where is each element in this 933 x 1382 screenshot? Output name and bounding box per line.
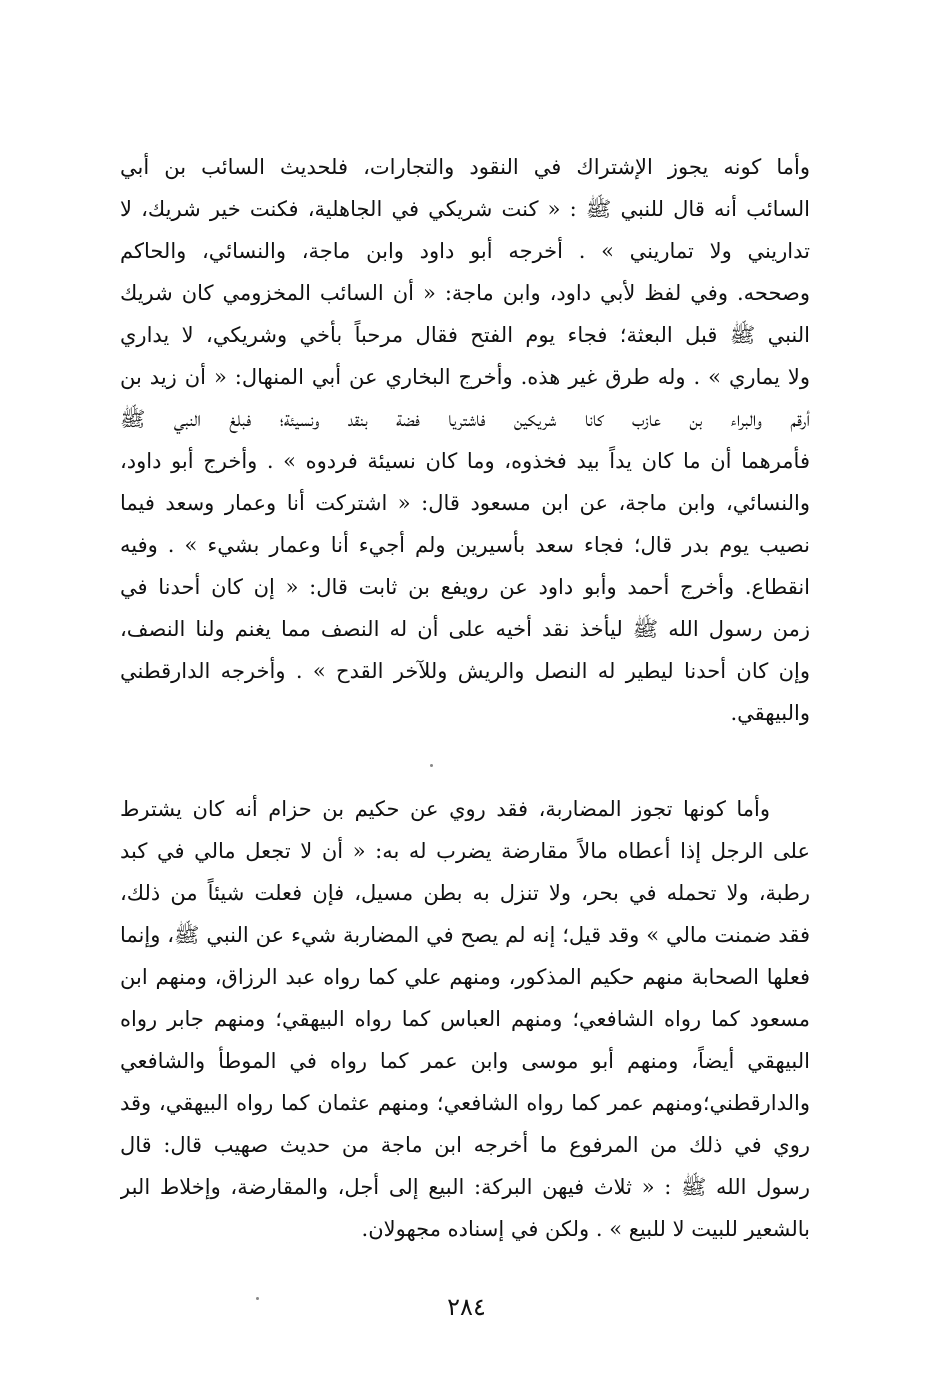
scan-speck [256, 1297, 259, 1300]
text-line: تداريني ولا تماريني » . أخرجه أبو داود وابن ماجة، والنسائي، والحاكم [120, 239, 810, 263]
text-line: والنسائي، وابن ماجة، عن ابن مسعود قال: « اشتركت أنا وعمار وسعد فيما [120, 491, 810, 515]
text-line: وأما كونه يجوز الإشتراك في النقود والتجارات، فلحديث السائب بن أبي [120, 155, 810, 179]
text-line: فقد ضمنت مالي » وقد قيل؛ إنه لم يصح في المضاربة شيء عن النبي ﷺ، وإنما [120, 923, 810, 947]
text-line: رسول الله ﷺ : « ثلاث فيهن البركة: البيع إلى أجل، والمقارضة، وإخلاط البر [120, 1175, 810, 1199]
text-line: فأمرهما أن ما كان يداً بيد فخذوه، وما كان نسيئة فردوه » . وأخرج أبو داود، [120, 449, 810, 473]
text-line: البيهقي أيضاً، ومنهم أبو موسى وابن عمر كما رواه في الموطأ والشافعي [120, 1049, 810, 1073]
text-line: على الرجل إذا أعطاه مالاً مقارضة يضرب له به: « أن لا تجعل مالي في كبد [120, 839, 810, 863]
text-line: وأما كونها تجوز المضاربة، فقد روي عن حكيم بن حزام أنه كان يشترط [120, 797, 770, 821]
page-number: ٢٨٤ [447, 1293, 486, 1321]
text-line: فعلها الصحابة منهم حكيم المذكور، ومنهم علي كما رواه عبد الرزاق، ومنهم ابن [120, 965, 810, 989]
text-line: وصححه. وفي لفظ لأبي داود، وابن ماجة: « أن السائب المخزومي كان شريك [120, 281, 810, 305]
text-line: والدارقطني؛ومنهم عمر كما رواه الشافعي؛ ومنهم عثمان كما رواه البيهقي، وقد [120, 1091, 810, 1115]
text-line: روي في ذلك من المرفوع ما أخرجه ابن ماجة من حديث صهيب قال: قال [120, 1133, 810, 1157]
text-line: زمن رسول الله ﷺ ليأخذ نقد أخيه على أن له النصف مما يغنم ولنا النصف، [120, 617, 810, 641]
text-line: رطبة، ولا تحمله في بحر، ولا تنزل به بطن مسيل، فإن فعلت شيئاً من ذلك، [120, 881, 810, 905]
text-line: نصيب يوم بدر قال؛ فجاء سعد بأسيرين ولم أجيء أنا وعمار بشيء » . وفيه [120, 533, 810, 557]
text-line: بالشعير للبيت لا للبيع » . ولكن في إسناده مجهولان. [361, 1217, 810, 1241]
paragraph-mudaraba [120, 788, 810, 1250]
text-line: والبيهقي. [730, 701, 810, 725]
text-line: وإن كان أحدنا ليطير له النصل والريش وللآخر القدح » . وأخرجه الدارقطني [120, 659, 810, 683]
scan-speck [430, 764, 433, 767]
text-line: السائب أنه قال للنبي ﷺ : « كنت شريكي في الجاهلية، فكنت خير شريك، لا [120, 197, 810, 221]
text-line: النبي ﷺ قبل البعثة؛ فجاء يوم الفتح فقال مرحباً بأخي وشريكي، لا يداري [120, 323, 810, 347]
text-line: أرقم والبراء بن عازب كانا شريكين فاشتريا فضة بنقد ونسيئة؛ فبلغ النبي ﷺ [120, 407, 810, 431]
paragraph-sharika [120, 146, 810, 734]
text-line: مسعود كما رواه الشافعي؛ ومنهم العباس كما رواه البيهقي؛ ومنهم جابر رواه [120, 1007, 810, 1031]
text-line: انقطاع. وأخرج أحمد وأبو داود عن رويفع بن ثابت قال: « إن كان أحدنا في [120, 575, 810, 599]
text-line: ولا يماري » . وله طرق غير هذه. وأخرج البخاري عن أبي المنهال: « أن زيد بن [120, 365, 810, 389]
